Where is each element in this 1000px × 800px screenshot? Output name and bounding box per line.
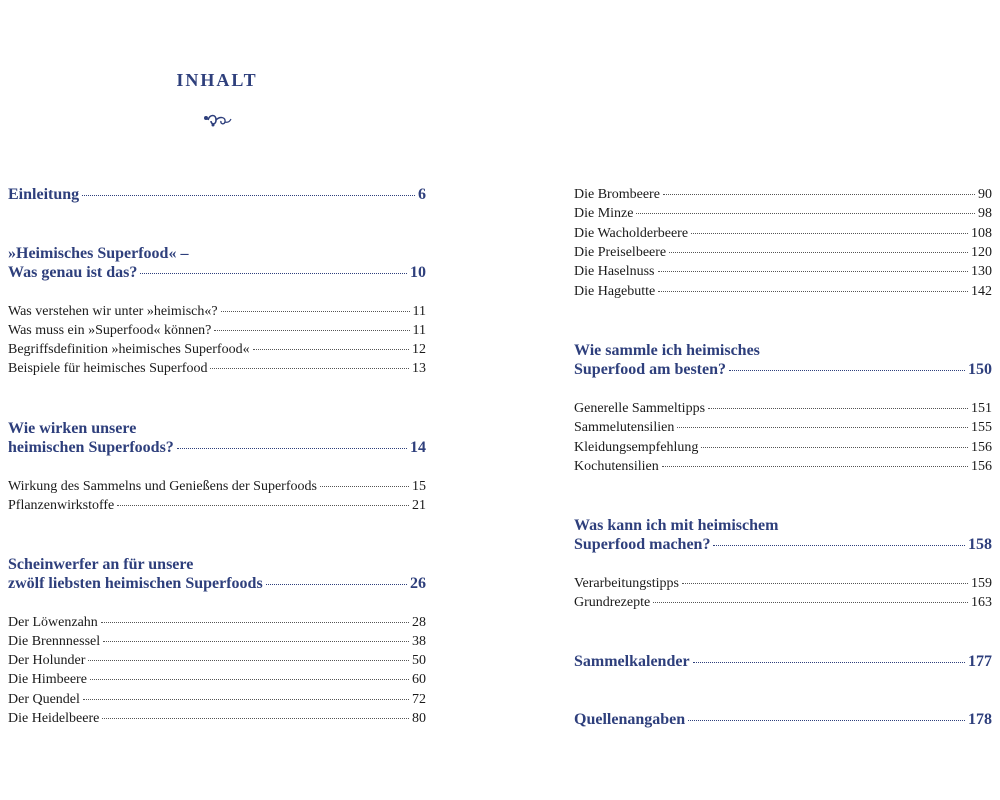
leader-dots <box>658 271 969 272</box>
toc-entry[interactable] <box>574 264 992 282</box>
heading-label: Was genau ist das? <box>8 264 138 281</box>
section-heading-line: Wie sammle ich heimisches <box>574 342 760 359</box>
page-number: 72 <box>412 692 426 707</box>
entry-label: Verarbeitungstipps <box>574 576 679 591</box>
leader-dots <box>713 545 965 546</box>
toc-entry[interactable] <box>8 634 426 652</box>
toc-entry[interactable] <box>8 711 426 729</box>
leader-dots <box>729 370 965 371</box>
toc-entry[interactable] <box>8 692 426 710</box>
entry-label: Begriffsdefinition »heimisches Superfood« <box>8 342 250 357</box>
entry-label: Der Löwenzahn <box>8 615 98 630</box>
page-number: 21 <box>412 498 426 513</box>
leader-dots <box>266 584 407 585</box>
toc-entry[interactable] <box>8 498 426 516</box>
entry-label: Die Haselnuss <box>574 264 655 279</box>
toc-entry[interactable] <box>8 615 426 633</box>
section-heading-line: Wie wirken unsere <box>8 420 137 437</box>
toc-entry[interactable] <box>8 653 426 671</box>
toc-heading-wirkung[interactable] <box>8 439 426 459</box>
entry-label: Die Wacholderbeere <box>574 226 689 241</box>
leader-dots <box>320 486 409 487</box>
leader-dots <box>82 195 415 196</box>
leader-dots <box>88 660 409 661</box>
page-number: 12 <box>412 342 426 357</box>
leader-dots <box>102 718 409 719</box>
leader-dots <box>662 466 968 467</box>
entry-label: Die Heidelbeere <box>8 711 100 726</box>
entry-label: Pflanzenwirkstoffe <box>8 498 115 513</box>
leader-dots <box>210 368 409 369</box>
leader-dots <box>103 641 409 642</box>
toc-entry[interactable] <box>574 284 992 302</box>
page-number: 142 <box>971 284 992 299</box>
entry-label: Beispiele für heimisches Superfood <box>8 361 208 376</box>
entry-label: Grundrezepte <box>574 595 651 610</box>
toc-entry[interactable] <box>8 342 426 360</box>
leader-dots <box>688 720 965 721</box>
toc-heading-sammelkalender[interactable] <box>574 653 992 673</box>
toc-entry[interactable] <box>8 323 426 341</box>
page-number: 60 <box>412 672 426 687</box>
heading-label: Quellenangaben <box>574 711 686 728</box>
leader-dots <box>90 679 409 680</box>
toc-entry[interactable] <box>574 420 992 438</box>
page-number: 28 <box>412 615 426 630</box>
section-heading-line: »Heimisches Superfood« – <box>8 245 189 262</box>
page-number: 155 <box>971 420 992 435</box>
page-number: 156 <box>971 440 992 455</box>
page-number: 98 <box>978 206 992 221</box>
toc-heading-scheinwerfer[interactable] <box>8 575 426 595</box>
leader-dots <box>117 505 409 506</box>
toc-heading-quellenangaben[interactable] <box>574 711 992 731</box>
entry-label: Sammelutensilien <box>574 420 675 435</box>
leader-dots <box>653 602 968 603</box>
toc-entry[interactable] <box>8 479 426 497</box>
leader-dots <box>101 622 409 623</box>
page-number: 11 <box>412 304 426 319</box>
entry-label: Generelle Sammeltipps <box>574 401 706 416</box>
floral-ornament-icon <box>200 110 234 130</box>
entry-label: Der Quendel <box>8 692 80 707</box>
toc-entry[interactable] <box>574 595 992 613</box>
toc-entry[interactable] <box>574 206 992 224</box>
entry-label: Die Himbeere <box>8 672 87 687</box>
page-number: 158 <box>968 536 992 553</box>
page-number: 108 <box>971 226 992 241</box>
page-number: 13 <box>412 361 426 376</box>
section-heading-line: Scheinwerfer an für unsere <box>8 556 194 573</box>
page-number: 150 <box>968 361 992 378</box>
page-number: 159 <box>971 576 992 591</box>
leader-dots <box>677 427 968 428</box>
page-number: 26 <box>410 575 426 592</box>
leader-dots <box>701 447 968 448</box>
heading-label: zwölf liebsten heimischen Superfoods <box>8 575 263 592</box>
section-heading-line: Was kann ich mit heimischem <box>574 517 779 534</box>
page-number: 156 <box>971 459 992 474</box>
entry-label: Kleidungsempfehlung <box>574 440 699 455</box>
entry-label: Die Brennnessel <box>8 634 101 649</box>
toc-entry[interactable] <box>574 245 992 263</box>
toc-heading-einleitung[interactable] <box>8 186 426 206</box>
toc-entry[interactable] <box>8 361 426 379</box>
page-number: 15 <box>412 479 426 494</box>
leader-dots <box>221 311 410 312</box>
leader-dots <box>669 252 968 253</box>
page-number: 38 <box>412 634 426 649</box>
leader-dots <box>214 330 409 331</box>
toc-entry[interactable] <box>8 672 426 690</box>
entry-label: Was verstehen wir unter »heimisch«? <box>8 304 218 319</box>
heading-label: heimischen Superfoods? <box>8 439 174 456</box>
heading-label: Einleitung <box>8 186 80 203</box>
leader-dots <box>663 194 975 195</box>
entry-label: Der Holunder <box>8 653 86 668</box>
toc-entry[interactable] <box>574 187 992 205</box>
page-number: 178 <box>968 711 992 728</box>
toc-heading-superfood[interactable] <box>8 264 426 284</box>
leader-dots <box>658 291 968 292</box>
entry-label: Wirkung des Sammelns und Genießens der Superfoods <box>8 479 317 494</box>
leader-dots <box>83 699 409 700</box>
leader-dots <box>636 213 975 214</box>
leader-dots <box>693 662 965 663</box>
page-number: 6 <box>418 186 426 203</box>
toc-entry[interactable] <box>574 440 992 458</box>
page-number: 80 <box>412 711 426 726</box>
page-number: 130 <box>971 264 992 279</box>
heading-label: Superfood am besten? <box>574 361 727 378</box>
page-number: 177 <box>968 653 992 670</box>
heading-label: Sammelkalender <box>574 653 690 670</box>
toc-entry[interactable] <box>574 459 992 477</box>
leader-dots <box>691 233 968 234</box>
entry-label: Was muss ein »Superfood« können? <box>8 323 212 338</box>
page-number: 120 <box>971 245 992 260</box>
toc-entry[interactable] <box>574 401 992 419</box>
leader-dots <box>140 273 407 274</box>
entry-label: Kochutensilien <box>574 459 659 474</box>
page-title: INHALT <box>176 70 258 90</box>
page-number: 50 <box>412 653 426 668</box>
leader-dots <box>177 448 407 449</box>
page-number: 90 <box>978 187 992 202</box>
toc-heading-sammeln[interactable] <box>574 361 992 381</box>
toc-heading-machen[interactable] <box>574 536 992 556</box>
toc-entry[interactable] <box>574 576 992 594</box>
page-number: 10 <box>410 264 426 281</box>
page-number: 163 <box>971 595 992 610</box>
leader-dots <box>708 408 968 409</box>
entry-label: Die Brombeere <box>574 187 660 202</box>
leader-dots <box>253 349 409 350</box>
page-number: 151 <box>971 401 992 416</box>
toc-entry[interactable] <box>574 226 992 244</box>
page-number: 11 <box>412 323 426 338</box>
heading-label: Superfood machen? <box>574 536 711 553</box>
entry-label: Die Preiselbeere <box>574 245 667 260</box>
page-number: 14 <box>410 439 426 456</box>
leader-dots <box>682 583 968 584</box>
entry-label: Die Hagebutte <box>574 284 656 299</box>
entry-label: Die Minze <box>574 206 634 221</box>
toc-entry[interactable] <box>8 304 426 322</box>
